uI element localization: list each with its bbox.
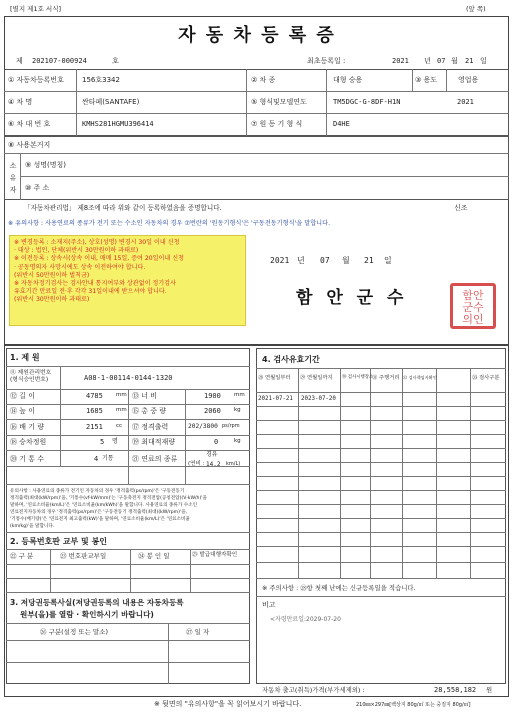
- seal-line: 함안: [462, 289, 484, 302]
- inspection-panel: [256, 348, 506, 684]
- displacement-unit: cc: [116, 423, 123, 429]
- total-weight-value: 2060: [204, 407, 221, 415]
- plate-label: ① 자동차등록번호: [8, 76, 64, 84]
- owner-name-label: ⑨ 성명(명칭): [25, 161, 67, 169]
- width-label: ⑬ 너 비: [132, 392, 157, 400]
- day-label: 일: [480, 57, 487, 65]
- power-label: ⑰ 정격출력: [132, 423, 169, 431]
- cylinders-value: 4: [94, 455, 99, 463]
- first-reg-day: 21: [465, 57, 474, 65]
- notice-line: (위반시 50만원이하 벌칙금): [14, 271, 90, 279]
- efficiency-unit: km/L): [226, 461, 241, 467]
- mortgage-col-date: ㉗ 일 자: [186, 628, 210, 636]
- inspection-col-from: ㉘ 연월일부터: [258, 375, 291, 381]
- notice-line: (위반시 30만원이하 과태료): [14, 296, 90, 304]
- owner-side-label: 소 유 자: [9, 162, 17, 194]
- inspection-col-to: ㉙ 연월일까지: [300, 375, 333, 381]
- inspection-heading: 4. 검사유효기간: [262, 355, 320, 364]
- specs-note-line: '기통수(배기량)'은 '연료전지 최고출력(kW)'을 말하며, '연료소비율(km/L)'은 '연료소비율: [10, 517, 190, 522]
- notice-line: ※ 자동차정기검사는 검사안내 통지여부와 상관없이 정기검사: [14, 280, 176, 288]
- car-name-label: ④ 차 명: [8, 98, 33, 106]
- inspection-col-place: ㉚ 검사시행장소: [342, 375, 374, 380]
- model-code: TM5DGC-G-8DF-H1N: [333, 98, 401, 106]
- inspection-row-from: 2021-07-21: [258, 396, 293, 402]
- owner-table: [4, 136, 509, 200]
- seal-line: 군수: [462, 301, 484, 314]
- max-load-unit: kg: [234, 438, 241, 444]
- remarks-line: <자령만료일:2029-07-20: [270, 616, 341, 623]
- model-year: 2021: [457, 98, 474, 106]
- plate-number: 156호3342: [82, 76, 120, 84]
- issuer-name: 함 안 군 수: [296, 288, 408, 308]
- plate-issue-col-seal: ㉔ 봉 인 일: [138, 552, 170, 560]
- notice-line: ※ 변경등록 : 소재지(주소), 상호(성명) 변경시 30일 이내 신청: [14, 239, 180, 246]
- base-location-label: ⑧ 사용본거지: [8, 141, 51, 149]
- issue-day: 21: [364, 256, 374, 265]
- max-load-value: 0: [214, 438, 219, 446]
- displacement-label: ⑯ 배 기 량: [10, 423, 44, 431]
- plate-issue-col-date: ㉓ 번호판교부일: [60, 552, 107, 560]
- specs-heading: 1. 제 원: [10, 353, 40, 362]
- model-label: ⑤ 형식및모델연도: [251, 98, 307, 106]
- mortgage-col-type: ㉖ 구분(설정 또는 말소): [40, 628, 109, 636]
- cylinders-unit: 기통: [102, 455, 114, 462]
- seal-line: 의인: [462, 313, 484, 326]
- vin: KMHS281HGMU396414: [82, 120, 154, 128]
- price-value: 28,558,182: [434, 686, 477, 694]
- plate-issue-col-agent: ㉕ 발급대행자확인: [192, 552, 238, 558]
- plate-issue-col-category: ㉒ 구 분: [10, 552, 34, 560]
- form-label: [별지 제1호 서식]: [10, 5, 62, 13]
- plate-issue-heading: 2. 등록번호판 교부 및 봉인: [10, 537, 108, 546]
- specs-note-line: 정격출력(최대(kW/rpm)'을, '기통수(vf-kW/mm)'는 '구동축전지 정격전압(공칭전압)(V·kW/h)'을: [10, 496, 207, 501]
- height-unit: mm: [116, 407, 127, 413]
- specs-note: [10, 488, 246, 530]
- month-label: 월: [451, 57, 458, 65]
- page-side-label: (앞 쪽): [466, 5, 486, 13]
- notice-line: ※ 이전등록 : 상속시(상속 이내, 매매 15일, 증여 20일이내 신청: [14, 255, 184, 263]
- specs-note-line: 말하며, '연료소비율(km/L)'은 '연료소비율(km/kWh)'을 말합니다. 사용연료의 종류가 수소인: [10, 503, 198, 508]
- cylinders-label: ⑳ 기 통 수: [10, 455, 44, 463]
- notice-box: [9, 235, 246, 326]
- displacement-value: 2151: [86, 423, 103, 431]
- price-label: 자동차 출고(취득)가격(부가세제외) :: [262, 686, 365, 694]
- specs-note-line: 유의사항 : 사용연료의 종류가 전기인 자동차의 경우 '정격출력(ps/rpm)'은 '구동전동기: [10, 489, 185, 494]
- total-weight-label: ⑮ 총 중 량: [132, 407, 166, 415]
- seats-label: ⑱ 승차정원: [10, 438, 47, 446]
- width-unit: mm: [234, 392, 245, 398]
- inspection-col-type: ㉝ 검사구분: [472, 375, 500, 381]
- length-label: ⑫ 길 이: [10, 392, 35, 400]
- first-reg-month: 07: [437, 57, 446, 65]
- first-reg-year: 2021: [392, 57, 409, 65]
- engine-type: D4HE: [333, 120, 350, 128]
- owner-address-label: ⑩ 주 소: [25, 184, 50, 192]
- vehicle-type-label: ② 차 종: [251, 76, 276, 84]
- power-value: 202/3800: [188, 423, 218, 430]
- official-seal: [450, 283, 496, 329]
- length-value: 4785: [86, 392, 103, 400]
- inspection-row-to: 2023-07-20: [301, 396, 336, 402]
- fuel-value: 경유: [206, 451, 218, 458]
- price-unit: 원: [486, 686, 493, 694]
- efficiency-value: 14.2: [206, 461, 221, 468]
- spec-no-label: ⑪ 제원관리번호 (형식승인번호): [10, 370, 52, 383]
- engine-label: ⑦ 원 동 기 형 식: [251, 120, 303, 128]
- width-value: 1900: [204, 392, 221, 400]
- vehicle-type: 대형 승용: [333, 76, 363, 84]
- mortgage-heading-2: 원부(을)를 열람 · 확인하시기 바랍니다): [20, 610, 154, 619]
- reg-no: 202107-000924: [32, 57, 87, 65]
- use-label: ③ 용도: [415, 76, 438, 84]
- sign-label: 신조: [454, 204, 468, 212]
- issue-day-label: 일: [384, 256, 392, 265]
- issue-month: 07: [320, 256, 330, 265]
- notice-line: · 대상 : 법인, 단체(위반시 30만원이하 과태료): [14, 247, 139, 255]
- spec-no: A08-1-00114-0144-1320: [84, 374, 173, 382]
- seats-value: 5: [100, 438, 105, 446]
- year-label: 년: [424, 57, 431, 65]
- mortgage-heading: 3. 저당권등록사실(저당권등록의 내용은 자동차등록: [10, 598, 184, 607]
- specs-note-line: 연료전지자동차의 경우 '정격출력(ps/rpm)'은 '구동전동기 정격출력(최대)(kW/rpm)'을,: [10, 510, 188, 515]
- issue-year: 2021: [270, 256, 290, 265]
- notice-line: 유효기간 만료일 전·후 각각 31일이내에 받으셔야 합니다.: [14, 288, 167, 296]
- power-unit: ps/rpm: [222, 423, 240, 429]
- reg-no-label: 제: [16, 57, 23, 65]
- efficiency-label: (연비 :: [188, 461, 205, 467]
- caution-text: ※ 유의사항 : 사용연료의 종류가 전기 또는 수소인 자동차의 경우 ⑦번란의 '원동기형식'은 '구동전동기형식'을 말합니다.: [8, 220, 331, 227]
- certify-text: 「자동차관리법」 제8조에 따라 위와 같이 등록하였음을 증명합니다.: [24, 204, 222, 212]
- notice-line: · 공동명의자 사망시에도 상속 이전하여야 합니다.: [14, 263, 146, 271]
- height-value: 1685: [86, 407, 103, 415]
- first-reg-label: 최초등록일 :: [307, 57, 346, 65]
- issue-year-label: 년: [297, 256, 305, 265]
- inspection-col-inspector: ㉜ 검사책임자확인: [403, 375, 437, 380]
- inspection-footnote: ※ 주의사항 : ㉘항 첫째 난에는 신규등록일을 적습니다.: [262, 584, 416, 592]
- footer-note: ※ 뒷면의 "유의사항"을 꼭 읽어보시기 바랍니다.: [154, 700, 302, 708]
- length-unit: mm: [116, 392, 127, 398]
- reg-no-suffix: 호: [112, 57, 119, 65]
- remarks-label: 비고: [262, 601, 276, 609]
- use-value: 영업용: [458, 76, 479, 84]
- specs-note-line: (km/kg)'을 말합니다.: [10, 524, 55, 529]
- paper-size: 210㎜×297㎜[백상지 80g/㎡ 또는 중질지 80g/㎡]: [356, 702, 471, 708]
- page-title: 자 동 차 등 록 증: [178, 25, 336, 46]
- height-label: ⑭ 높 이: [10, 407, 35, 415]
- seats-unit: 명: [112, 438, 118, 445]
- vin-label: ⑥ 차 대 번 호: [8, 120, 51, 128]
- inspection-col-mileage: ㉛ 주행거리: [372, 375, 400, 381]
- fuel-label: ㉑ 연료의 종류: [132, 455, 178, 463]
- total-weight-unit: kg: [234, 407, 241, 413]
- issue-month-label: 월: [342, 256, 350, 265]
- max-load-label: ⑲ 최대적재량: [132, 438, 176, 446]
- car-name: 싼타페(SANTAFE): [82, 98, 140, 106]
